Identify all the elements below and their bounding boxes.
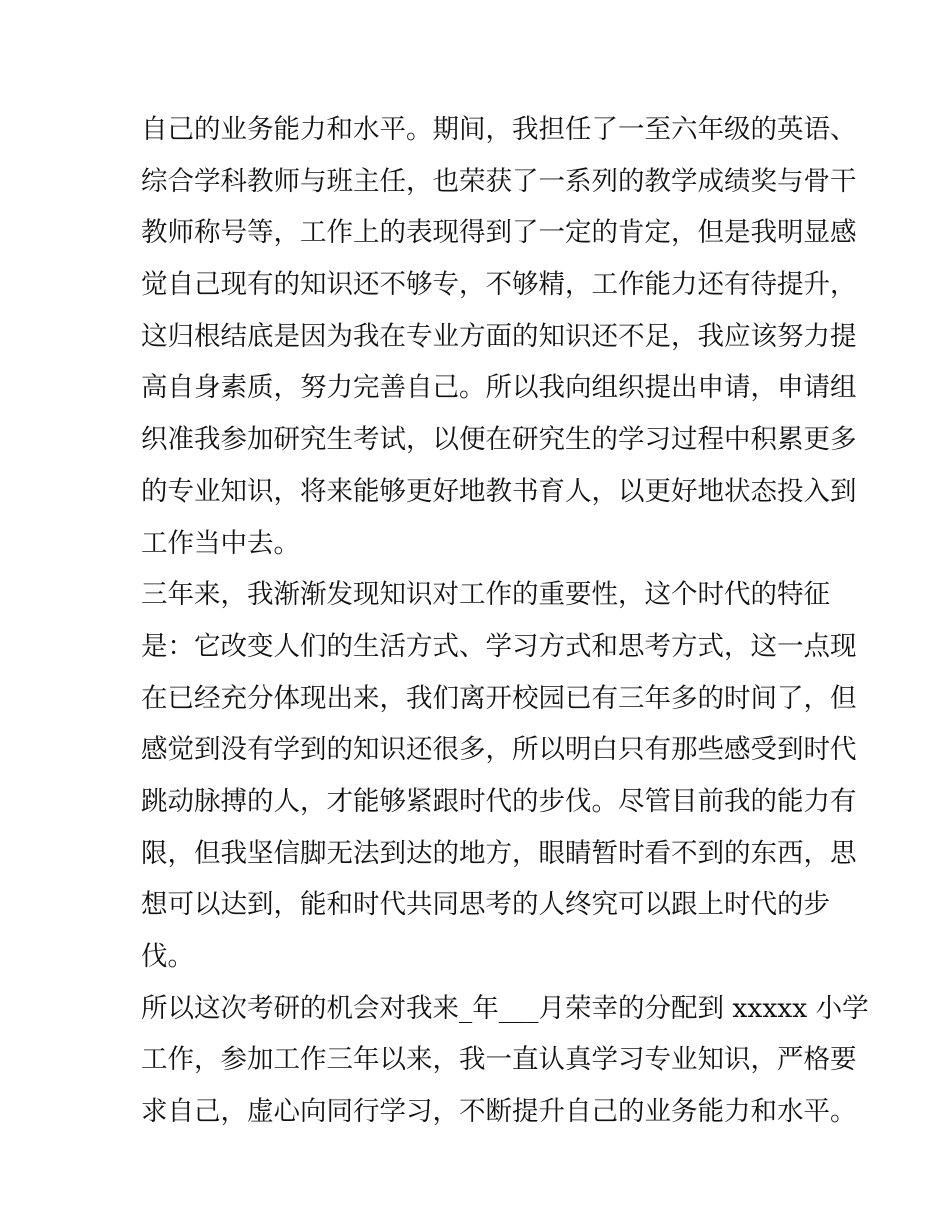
text-line: 三年来，我渐渐发现知识对工作的重要性，这个时代的特征	[141, 579, 830, 611]
text-line: 这归根结底是因为我在专业方面的知识还不足，我应该努力提	[141, 320, 857, 352]
text-line: 工作当中去。	[141, 527, 300, 559]
text-line: 所以这次考研的机会对我来_年___月荣幸的分配到 xxxxx 小学	[141, 992, 869, 1024]
paragraph	[141, 569, 857, 983]
text-line: 综合学科教师与班主任，也荣获了一系列的教学成绩奖与骨干	[141, 165, 857, 197]
text-line: 教师称号等，工作上的表现得到了一定的肯定，但是我明显感	[141, 217, 857, 249]
text-line: 跳动脉搏的人，才能够紧跟时代的步伐。尽管目前我的能力有	[141, 785, 857, 817]
text-line: 求自己，虚心向同行学习，不断提升自己的业务能力和水平。	[141, 1096, 857, 1128]
text-line: 是：它改变人们的生活方式、学习方式和思考方式，这一点现	[141, 630, 857, 662]
text-line: 自己的业务能力和水平。期间，我担任了一至六年级的英语、	[141, 114, 857, 145]
document-body	[141, 104, 869, 1138]
text-line: 织准我参加研究生考试，以便在研究生的学习过程中积累更多	[141, 424, 857, 456]
text-line: 在已经充分体现出来，我们离开校园已有三年多的时间了，但	[141, 682, 857, 714]
paragraph	[141, 104, 857, 569]
text-line: 觉自己现有的知识还不够专，不够精，工作能力还有待提升，	[141, 269, 857, 301]
text-line: 高自身素质，努力完善自己。所以我向组织提出申请，申请组	[141, 372, 857, 404]
text-line: 的专业知识，将来能够更好地教书育人，以更好地状态投入到	[141, 475, 857, 507]
text-line: 限，但我坚信脚无法到达的地方，眼睛暂时看不到的东西，思	[141, 837, 857, 869]
text-line: 感觉到没有学到的知识还很多，所以明白只有那些感受到时代	[141, 734, 857, 766]
text-line: 伐。	[141, 941, 194, 972]
text-line: 想可以达到，能和时代共同思考的人终究可以跟上时代的步	[141, 889, 830, 921]
paragraph	[141, 983, 869, 1138]
text-line: 工作，参加工作三年以来，我一直认真学习专业知识，严格要	[141, 1044, 857, 1076]
